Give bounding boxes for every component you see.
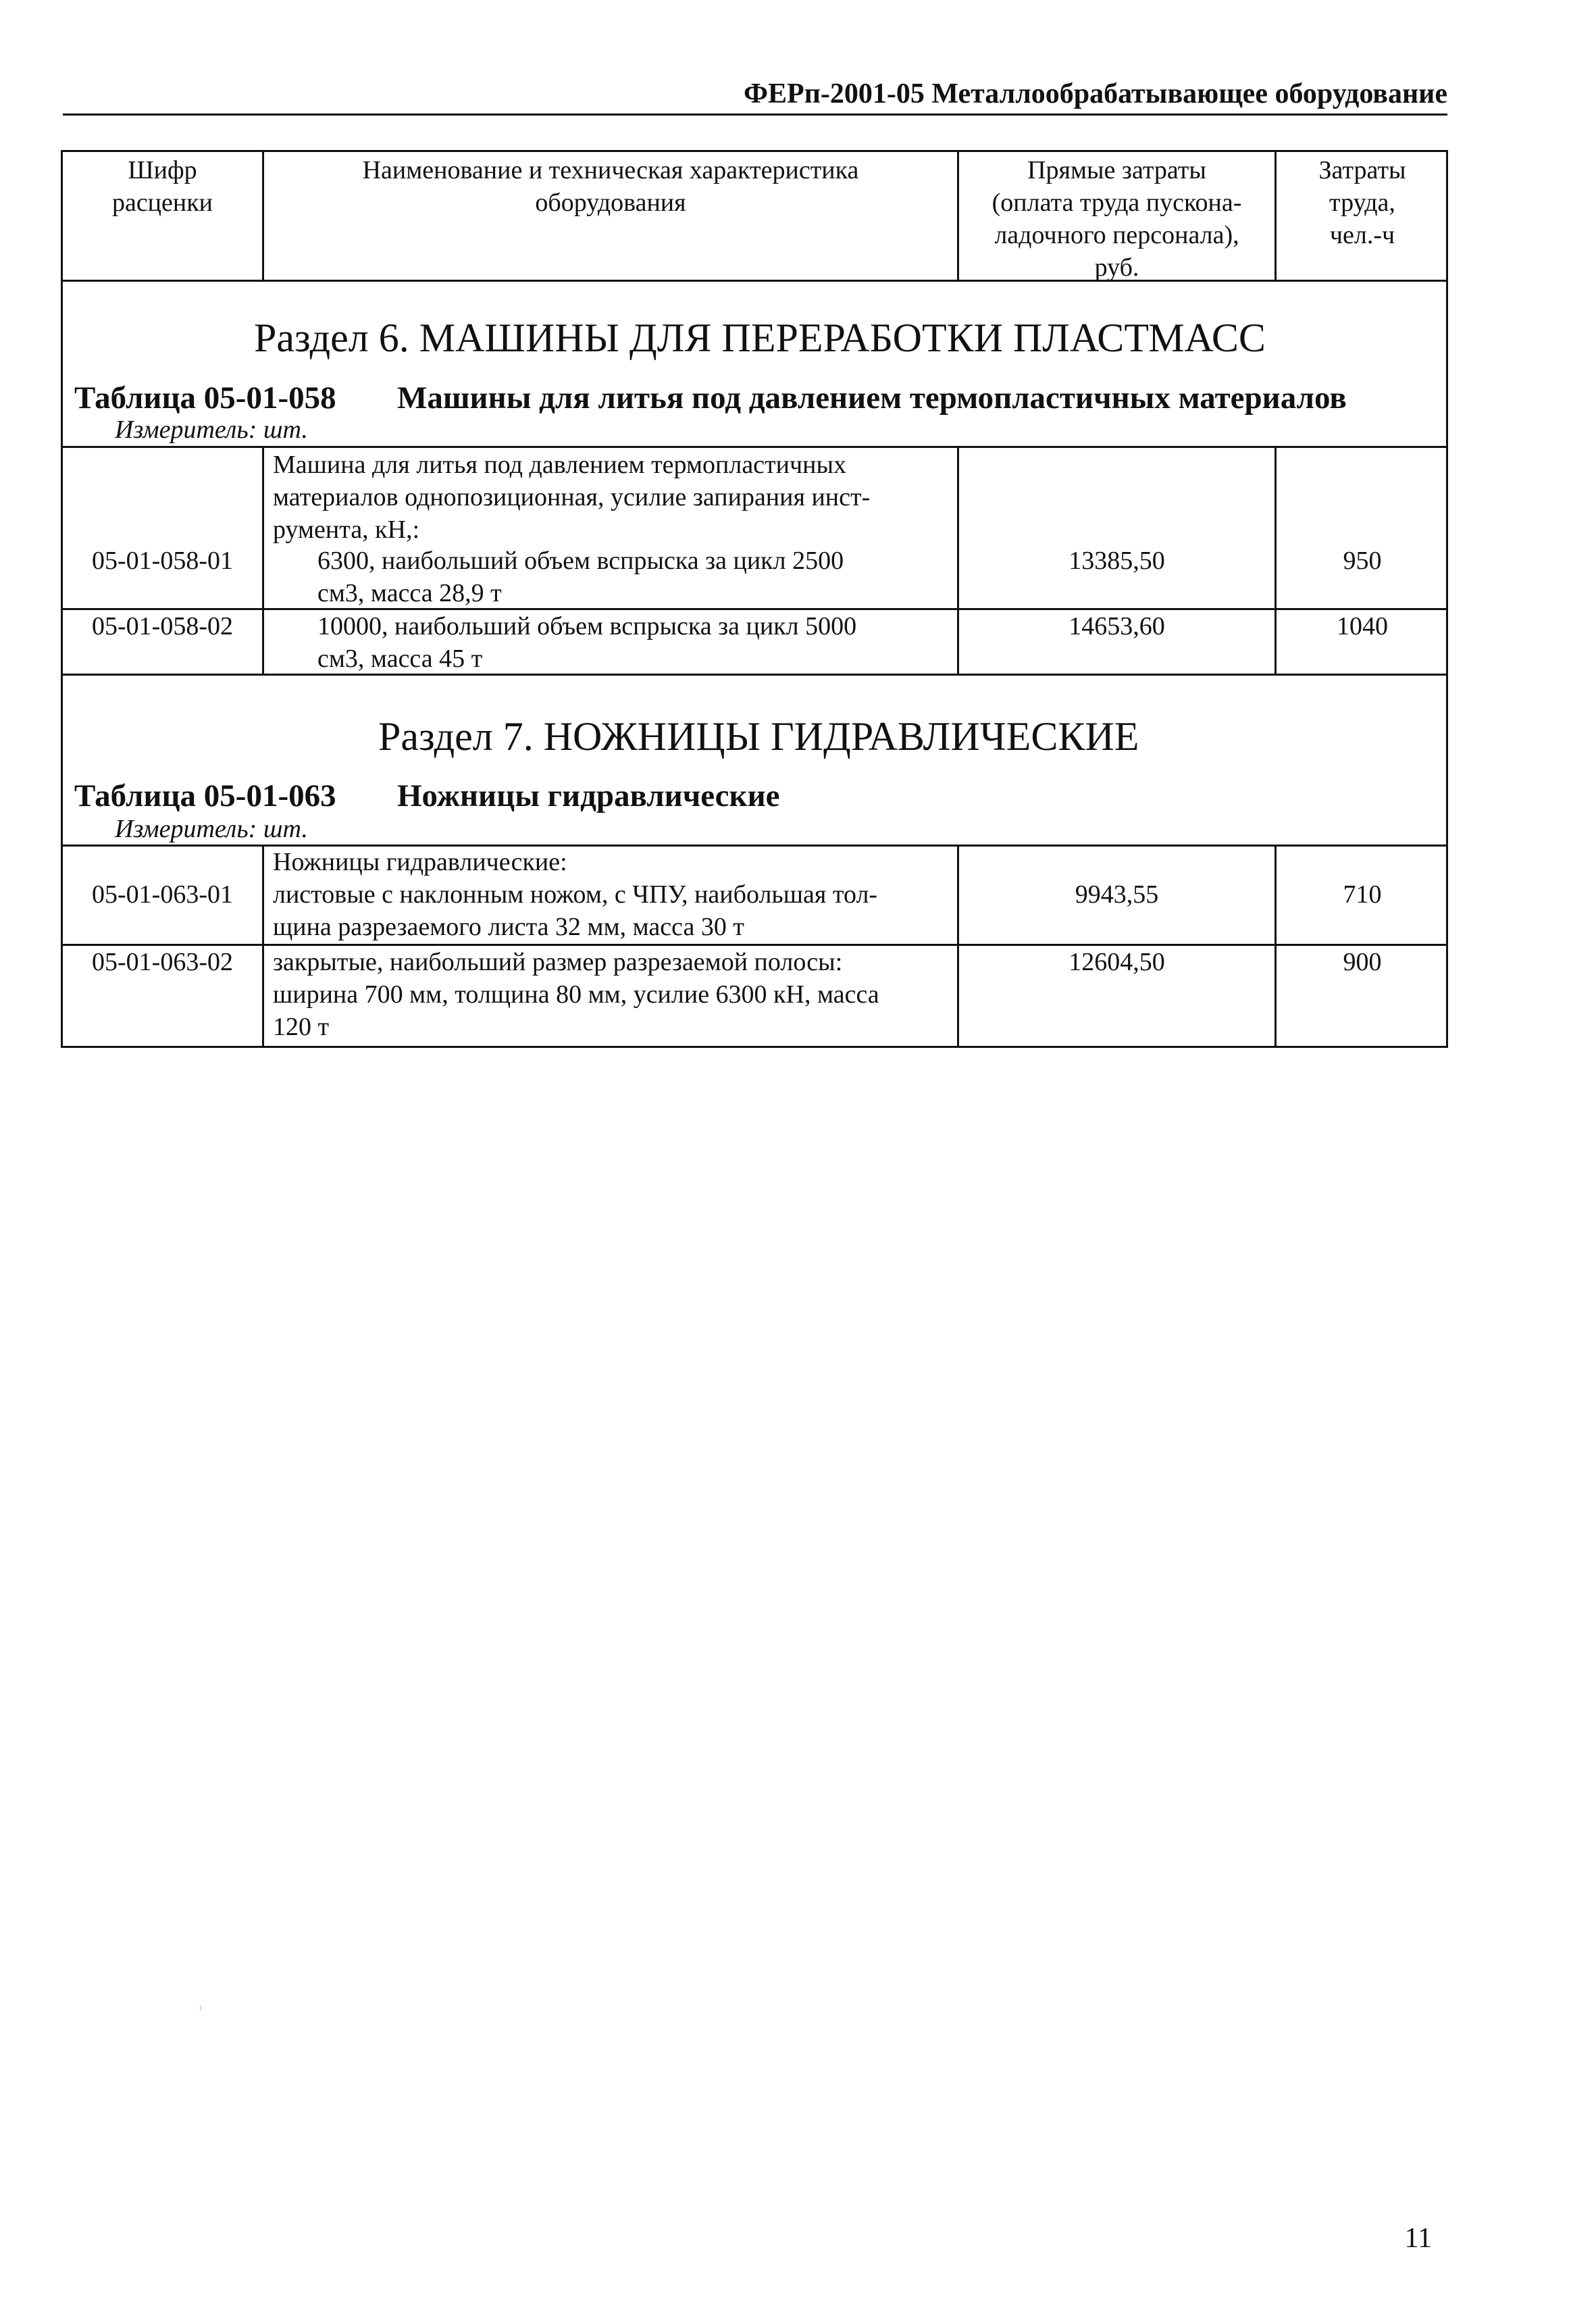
table-name: Ножницы гидравлические: [397, 778, 780, 813]
section-title: Раздел 6. МАШИНЫ ДЛЯ ПЕРЕРАБОТКИ ПЛАСТМАСС: [254, 316, 1266, 360]
running-head: ФЕРп-2001-05 Металлообрабатывающее оборудование: [743, 78, 1447, 109]
group-intro: Ножницы гидравлические:: [273, 848, 567, 876]
group-intro: Машина для литья под давлением термопластичных материалов однопозиционная, усилие запирания инст- румента, кН,:: [273, 451, 871, 544]
header-name: Наименование и техническая характеристика оборудования: [362, 156, 859, 217]
unit-label: Измеритель: шт.: [115, 815, 308, 843]
row-desc: 6300, наибольший объем вспрыска за цикл 2500 см3, масса 28,9 т: [317, 547, 844, 607]
row-desc: 10000, наибольший объем вспрыска за цикл 5000 см3, масса 45 т: [317, 612, 857, 673]
table-label: Таблица 05-01-058: [74, 380, 336, 416]
row-labor: 1040: [1337, 612, 1388, 640]
header-direct-costs: Прямые затраты (оплата труда пускона- ладочного персонала), руб.: [992, 156, 1242, 282]
row-labor: 950: [1343, 547, 1382, 575]
row-code: 05-01-063-02: [92, 948, 233, 976]
row-labor: 710: [1343, 880, 1382, 909]
row-code: 05-01-058-01: [92, 547, 233, 575]
row-cost: 9943,55: [1075, 880, 1159, 909]
section-title: Раздел 7. НОЖНИЦЫ ГИДРАВЛИЧЕСКИЕ: [378, 714, 1139, 759]
row-desc: листовые с наклонным ножом, с ЧПУ, наибольшая тол- щина разрезаемого листа 32 мм, масса 30 т: [273, 880, 878, 941]
header-labor: Затраты труда, чел.-ч: [1318, 156, 1406, 249]
header-code: Шифр расценки: [111, 156, 213, 217]
row-desc: закрытые, наибольший размер разрезаемой полосы: ширина 700 мм, толщина 80 мм, усилие 6300 кН, масса 120 т: [273, 948, 879, 1041]
table-name: Машины для литья под давлением термопластичных материалов: [397, 380, 1347, 416]
row-code: 05-01-058-02: [92, 612, 233, 640]
row-rule: [61, 446, 1448, 448]
col-divider: [262, 446, 264, 674]
running-head-rule: [63, 114, 1447, 116]
row-cost: 12604,50: [1069, 948, 1165, 976]
row-rule: [61, 674, 1448, 676]
table-label: Таблица 05-01-063: [74, 778, 336, 813]
col-divider: [262, 845, 264, 1048]
page-number: 11: [1404, 2223, 1432, 2254]
row-cost: 14653,60: [1069, 612, 1165, 640]
row-code: 05-01-063-01: [92, 880, 233, 909]
row-cost: 13385,50: [1069, 547, 1165, 575]
row-labor: 900: [1343, 948, 1382, 976]
unit-label: Измеритель: шт.: [115, 416, 308, 444]
scan-speck: [200, 2005, 201, 2011]
